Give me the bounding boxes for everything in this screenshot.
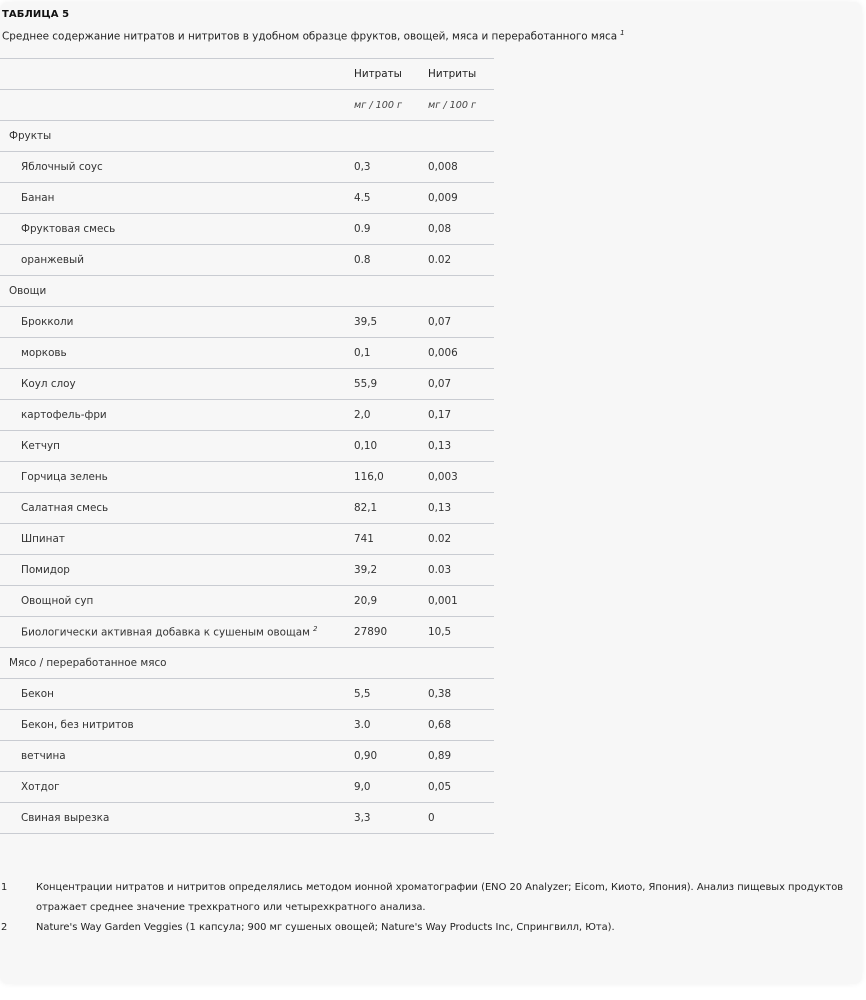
group-row-fruits: [0, 121, 494, 152]
nitrites-value: 0,07: [428, 369, 494, 400]
table-row: [0, 431, 494, 462]
footnote-text: Концентрации нитратов и нитритов определялись методом ионной хроматографии (ENO 20 Analyzer; Eicom, Киото, Япония). Анализ пищевых продуктов отражает среднее значение трехкратного или четырехкратного анализа.: [36, 882, 844, 913]
row-footnote-ref[interactable]: 2: [313, 625, 318, 634]
footnote-number: 1: [1, 882, 8, 893]
table-caption: [2, 29, 625, 42]
nitrates-value: 9,0: [354, 772, 428, 803]
row-name: картофель-фри: [0, 400, 354, 431]
unit-row: [0, 90, 494, 121]
row-name: Бекон: [0, 679, 354, 710]
table-row: [0, 493, 494, 524]
row-name: ветчина: [0, 741, 354, 772]
nitrates-value: 39,5: [354, 307, 428, 338]
table-row: [0, 245, 494, 276]
nitrites-value: 0,006: [428, 338, 494, 369]
nitrates-value: 0.9: [354, 214, 428, 245]
group-label: Овощи: [0, 276, 494, 307]
table-row: [0, 555, 494, 586]
table-row: [0, 741, 494, 772]
nitrates-value: 0,90: [354, 741, 428, 772]
nitrites-value: 0,17: [428, 400, 494, 431]
nitrates-value: 3,3: [354, 803, 428, 834]
row-name: Хотдог: [0, 772, 354, 803]
table-row: [0, 679, 494, 710]
nitrites-value: 0,008: [428, 152, 494, 183]
row-name: морковь: [0, 338, 354, 369]
row-name: Бекон, без нитритов: [0, 710, 354, 741]
nitrates-value: 55,9: [354, 369, 428, 400]
nitrates-value: 20,9: [354, 586, 428, 617]
group-label: Мясо / переработанное мясо: [0, 648, 494, 679]
nitrates-value: 5,5: [354, 679, 428, 710]
table-row: [0, 307, 494, 338]
table-row: [0, 214, 494, 245]
nitrites-value: 0,38: [428, 679, 494, 710]
group-row-meat: [0, 648, 494, 679]
nitrites-value: 0.03: [428, 555, 494, 586]
row-name-text: Биологически активная добавка к сушеным овощам: [21, 626, 311, 639]
nitrites-value: 0,05: [428, 772, 494, 803]
nitrate-nitrite-table: [0, 58, 494, 834]
row-name: Салатная смесь: [0, 493, 354, 524]
nitrates-value: 741: [354, 524, 428, 555]
table-row: [0, 338, 494, 369]
unit-nitrites: мг / 100 г: [428, 90, 494, 121]
table-row: [0, 462, 494, 493]
header-row: [0, 59, 494, 90]
nitrites-value: 0,001: [428, 586, 494, 617]
nitrates-value: 0,1: [354, 338, 428, 369]
table-row: [0, 369, 494, 400]
table-row: [0, 710, 494, 741]
nitrates-value: 0.8: [354, 245, 428, 276]
table-row: [0, 524, 494, 555]
header-empty-cell: [0, 59, 354, 90]
footnote-2: [0, 918, 860, 938]
nitrites-value: 0.02: [428, 524, 494, 555]
nitrates-value: 27890: [354, 617, 428, 648]
row-name: Помидор: [0, 555, 354, 586]
nitrates-value: 0,10: [354, 431, 428, 462]
nitrites-value: 0.02: [428, 245, 494, 276]
nitrites-value: 0: [428, 803, 494, 834]
group-label: Фрукты: [0, 121, 494, 152]
table-row: [0, 586, 494, 617]
footnotes: [0, 878, 860, 938]
caption-text: Среднее содержание нитратов и нитритов в удобном образце фруктов, овощей, мяса и переработанного мяса: [2, 30, 618, 43]
nitrites-value: 0,009: [428, 183, 494, 214]
nitrates-value: 3.0: [354, 710, 428, 741]
row-name: Брокколи: [0, 307, 354, 338]
table-row: [0, 152, 494, 183]
row-name: оранжевый: [0, 245, 354, 276]
row-name: Яблочный соус: [0, 152, 354, 183]
table-row: [0, 617, 494, 648]
column-header-nitrites: Нитриты: [428, 59, 494, 90]
table-label: ТАБЛИЦА 5: [2, 9, 70, 20]
nitrates-value: 82,1: [354, 493, 428, 524]
nitrates-value: 4.5: [354, 183, 428, 214]
footnote-text: Nature's Way Garden Veggies (1 капсула; 900 мг сушеных овощей; Nature's Way Products Inc, Спрингвилл, Юта).: [36, 922, 615, 933]
row-name: Фруктовая смесь: [0, 214, 354, 245]
row-name: Банан: [0, 183, 354, 214]
nitrites-value: 0,68: [428, 710, 494, 741]
group-row-vegetables: [0, 276, 494, 307]
nitrites-value: 0,003: [428, 462, 494, 493]
table-row: [0, 183, 494, 214]
row-name: Кетчуп: [0, 431, 354, 462]
unit-empty-cell: [0, 90, 354, 121]
nitrites-value: 0,13: [428, 493, 494, 524]
nitrates-value: 0,3: [354, 152, 428, 183]
nitrites-value: 0,89: [428, 741, 494, 772]
row-name: Горчица зелень: [0, 462, 354, 493]
row-name: Овощной суп: [0, 586, 354, 617]
column-header-nitrates: Нитраты: [354, 59, 428, 90]
table-row: [0, 803, 494, 834]
nitrites-value: 10,5: [428, 617, 494, 648]
footnote-1: [0, 878, 860, 918]
table-row: [0, 400, 494, 431]
row-name: Шпинат: [0, 524, 354, 555]
table-row: [0, 772, 494, 803]
unit-nitrates: мг / 100 г: [354, 90, 428, 121]
row-name: Коул слоу: [0, 369, 354, 400]
nitrites-value: 0,13: [428, 431, 494, 462]
nitrates-value: 2,0: [354, 400, 428, 431]
nitrites-value: 0,08: [428, 214, 494, 245]
footnote-number: 2: [1, 922, 8, 933]
row-name: Свиная вырезка: [0, 803, 354, 834]
caption-footnote-ref[interactable]: 1: [620, 29, 625, 37]
row-name: [0, 617, 354, 648]
nitrates-value: 39,2: [354, 555, 428, 586]
nitrites-value: 0,07: [428, 307, 494, 338]
nitrates-value: 116,0: [354, 462, 428, 493]
